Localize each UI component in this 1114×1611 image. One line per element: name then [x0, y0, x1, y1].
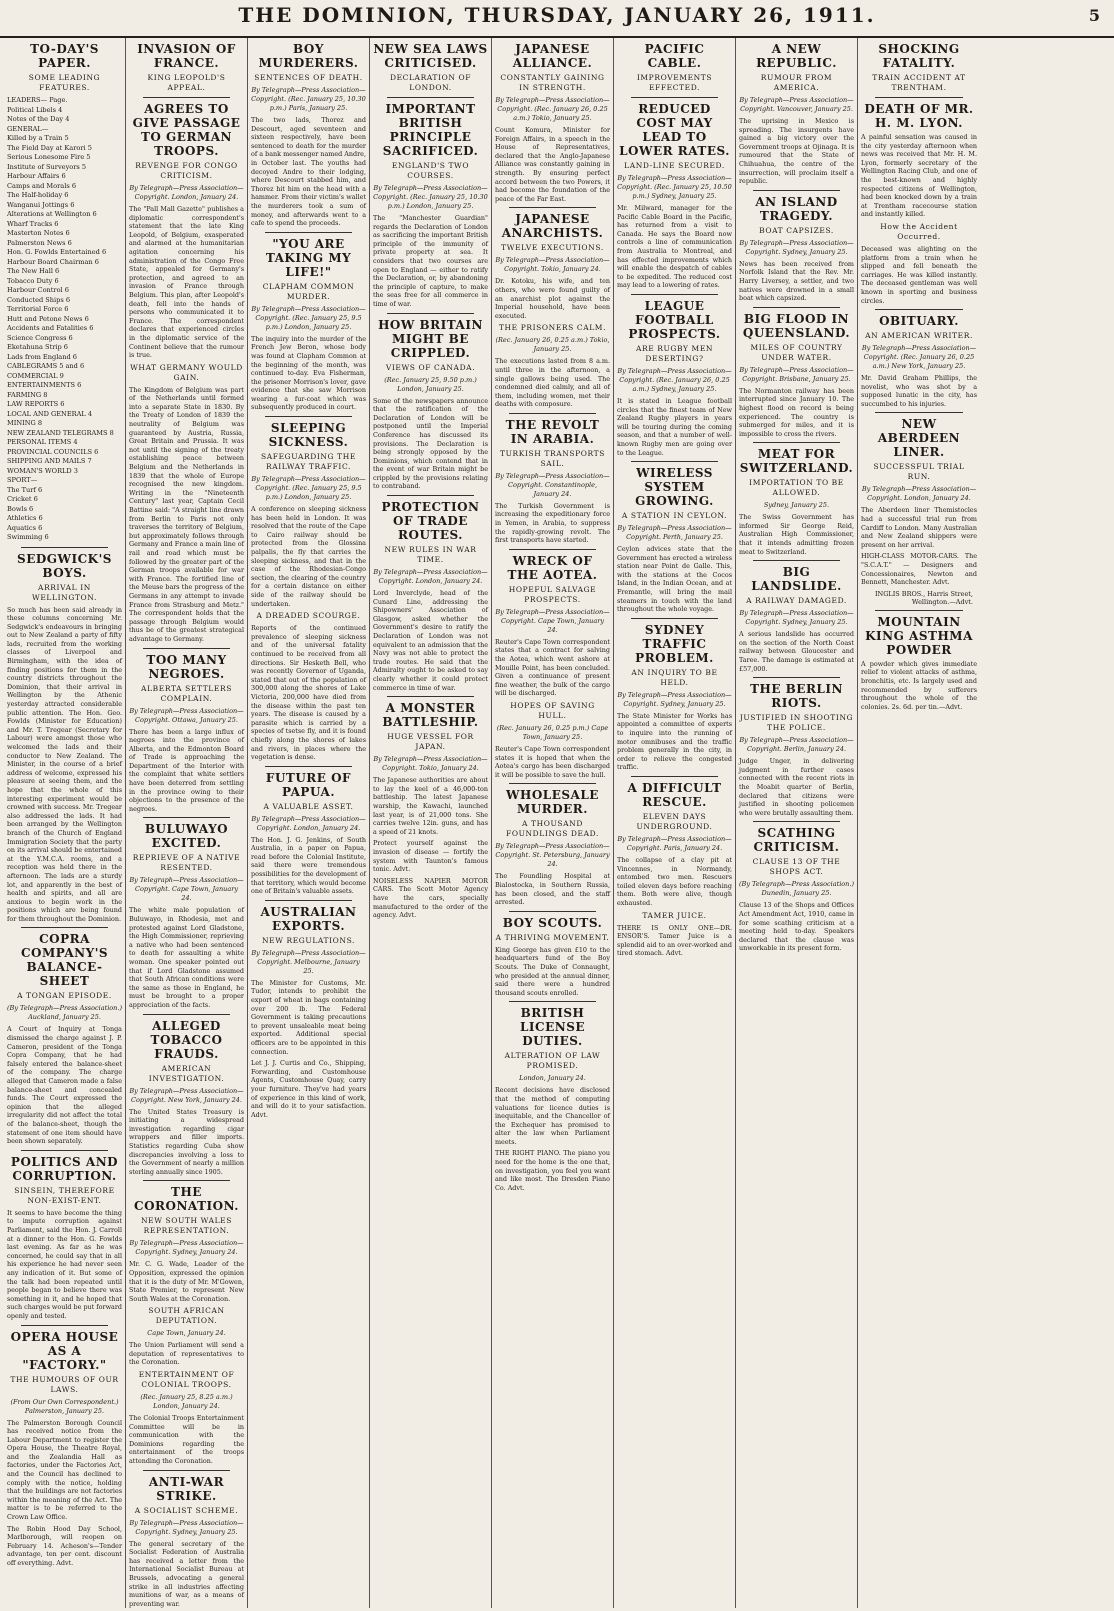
- contents-entry: The Half-holiday 6: [7, 191, 69, 199]
- headline: SHOCKING FATALITY.: [878, 42, 960, 70]
- contents-entry: Lads from England 6: [7, 352, 78, 361]
- dateline: By Telegraph—Press Association—Copyright. New York, January 24.: [129, 1086, 244, 1104]
- article-body: King George has given £10 to the headquarters fund of the Boy Scouts. The Duke of Connaught, who presided at the annual dinner, said there were a hundred thousand scouts enrolled.: [495, 945, 610, 997]
- subheadline: TAMER JUICE.: [642, 910, 707, 920]
- dateline: Cape Town, January 24.: [147, 1329, 226, 1338]
- article-body: Deceased was alighting on the platform from a train when he slipped and fell beneath the carriages. He was killed instantly. The deceased gentleman was well known in sporting and business circles.: [861, 244, 977, 305]
- dateline: By Telegraph—Press Association—Copyright. (Rec. January 26, 0.25 a.m.) Tokio, January 25.: [495, 96, 610, 122]
- subheadline: REVENGE FOR CONGO CRITICISM.: [135, 161, 238, 180]
- article-body: The Turkish Government is increasing the expeditionary force in Yemen, in Arabia, to suppress the rapidly-growing revolt. The first transports have started.: [495, 501, 610, 545]
- dateline: Sydney, January 25.: [763, 501, 830, 510]
- article-body: Reports of the continued prevalence of sleeping sickness and of the universal fatality continued to be received from all directions. Sir Hesketh Bell, who was recently Governor of Uganda, stated that out of the population of 300,000 along the shores of Lake Victoria, 200,000 have died from the disease within the past ten years. The disease is caused by a parasite which is carried by a species of tsetse fly, and it is found chiefly along the shores of lakes and rivers, in places where the vegetation is dense.: [251, 624, 366, 762]
- dateline: (Rec. January 25, 9.50 p.m.) London, January 25.: [384, 375, 477, 393]
- subheadline: CONSTANTLY GAINING IN STRENGTH.: [500, 73, 605, 92]
- contents-entry: Harbour Board Chairman 6: [7, 257, 99, 266]
- column-rule: [143, 1014, 230, 1015]
- headline: INVASION OF FRANCE.: [137, 42, 236, 70]
- subheadline: A SOCIALIST SCHEME.: [134, 1505, 239, 1515]
- article-body: A conference on sleeping sickness has been held in London. It was resolved that the route of the Cape to Cairo railway should be protected from the Glossina palpalis, the fly that carries the sleeping sickness, and that in the case of the Rhodesian-Congo section, the clearing of the country for a certain distance on either side of the railway should be undertaken.: [251, 505, 366, 608]
- article-body: It is stated in League football circles that the finest team of New Zealand Rugby players in years will be touring during the coming season, and that a number of well-known Rugby men are going over to the League.: [617, 396, 732, 457]
- column-rule: [631, 618, 718, 619]
- contents-entry: Hon. G. Fowlds Entertained 6: [7, 248, 107, 256]
- newspaper-title: THE DOMINION, THURSDAY, JANUARY 26, 1911.: [238, 3, 876, 27]
- article-body: The executions lasted from 8 a.m. until three in the afternoon, a single gallows being used. The condemned died calmly, and all of them, including women, met their deaths with composure.: [495, 357, 610, 409]
- article-body: Reuter's Cape Town correspondent states it is hoped that when the Aotea's cargo has been discharged it will be possible to save the hull.: [495, 745, 610, 779]
- column-1: [4, 38, 126, 1608]
- headline: BOY SCOUTS.: [502, 915, 603, 930]
- column-rule: [265, 232, 352, 233]
- headline: BULUWAYO EXCITED.: [144, 822, 229, 851]
- dateline: By Telegraph—Press Association—Copyright. Berlin, January 24.: [739, 736, 854, 754]
- subheadline: ELEVEN DAYS UNDERGROUND.: [636, 812, 713, 831]
- headline: PACIFIC CABLE.: [644, 42, 705, 70]
- article-body: The Japanese authorities are about to lay the keel of a 46,000-ton battleship. The latest Japanese warship, the Kawachi, launched last year, is of 21,000 tons. She carries twelve 12in. guns, and has a speed of 21 knots.: [373, 776, 488, 836]
- article-body: The Colonial Troops Entertainment Committee will be in communication with the Dominions regarding the entertainment of the troops attending the Coronation.: [129, 1414, 244, 1466]
- column-rule: [509, 783, 596, 784]
- subheadline: A TONGAN EPISODE.: [17, 991, 112, 1001]
- dateline: By Telegraph—Press Association—Copyright. (Rec. January 26, 0.25 a.m.) Sydney, January 25.: [617, 366, 732, 393]
- subheadline: SINSEIN, THEREFORE NON-EXIST-ENT.: [14, 1185, 115, 1205]
- article-body: There has been a large influx of negroes into the province of Alberta, and the Edmonton Board of Trade is approaching the Department of the Interior with the complaint that white settlers have been deterred from settling in the province owing to their objections to the presence of the negroes.: [129, 727, 244, 813]
- article-body: A painful sensation was caused in the city yesterday afternoon when news was received that Mr. H. M. Lyon, formerly secretary of the Wellington Racing Club, and one of the best-known and highly respected citizens of Wellington, had been knocked down by a train at Trentham racecourse station and instantly killed.: [861, 133, 977, 219]
- headline: WRECK OF THE AOTEA.: [507, 553, 598, 582]
- headline: POLITICS AND CORRUPTION.: [10, 1154, 119, 1183]
- article-body: A Court of Inquiry at Tonga dismissed the charge against J. P. Cameron, president of the Tonga Copra Company, that he had falsely entered the balance-sheet of the company. The charge alleged that Cameron made a false balance-sheet and concealed funds. The Court expressed the opinion that the alleged irregularity did not affect the total of the balance-sheet, though the statement of one item should have been shown separately.: [7, 1025, 122, 1146]
- signature: INGLIS BROS., Harris Street, Wellington.—Advt.: [874, 589, 973, 606]
- headline: IMPORTANT BRITISH PRINCIPLE SACRIFICED.: [382, 102, 479, 158]
- dateline: By Telegraph—Press Association—Copyright. (Rec. January 25, 10.30 p.m.) London, January 25.: [373, 184, 488, 210]
- article-body: The Foundling Hospital at Bialostocka, in Southern Russia, has been closed, and the staff arrested.: [495, 872, 610, 907]
- contents-entry: COMMERCIAL 9: [7, 371, 64, 380]
- contents-entry: Masterton Notes 6: [7, 229, 70, 237]
- headline: THE REVOLT IN ARABIA.: [505, 417, 600, 446]
- subheadline: ENTERTAINMENT OF COLONIAL TROOPS.: [138, 1370, 235, 1390]
- subheadline: CLAUSE 13 OF THE SHOPS ACT.: [752, 857, 841, 877]
- article-body: Reuter's Cape Town correspondent states that a contract for salving the Aotea, which went ashore at Mouille Point, has been concluded. Given a continuance of present fine weather, the bulk of the cargo will be discharged.: [495, 637, 610, 698]
- subheadline: DECLARATION OF LONDON.: [389, 73, 472, 92]
- subheadline: IMPROVEMENTS EFFECTED.: [636, 73, 713, 92]
- contents-entry: Conducted Ships 6: [7, 295, 71, 304]
- contents-list: [7, 96, 122, 543]
- headline: COPRA COMPANY'S BALANCE-SHEET: [20, 932, 109, 989]
- column-rule: [753, 821, 840, 822]
- dateline: By Telegraph—Press Association—Copyright. Brisbane, January 25.: [739, 365, 854, 383]
- contents-entry: Aquatics 6: [7, 523, 43, 532]
- subheadline: SENTENCES OF DEATH.: [254, 73, 363, 82]
- subheadline: A VALUABLE ASSET.: [263, 801, 354, 811]
- masthead: [0, 0, 1114, 38]
- subheadline: THE HUMOURS OF OUR LAWS.: [10, 1374, 119, 1394]
- headline: AUSTRALIAN EXPORTS.: [260, 904, 357, 933]
- subheadline: TWELVE EXECUTIONS.: [501, 243, 604, 253]
- dateline: By Telegraph—Press Association—Copyright. Sydney, January 25.: [739, 609, 854, 627]
- column-rule: [631, 97, 718, 98]
- contents-entry: CABLEGRAMS 5 and 6: [7, 362, 85, 370]
- article-body: Ceylon advices state that the Government has erected a wireless station near Point de Galle. This, with the stations at the Cocos Island, in the Indian Ocean, and at Fremantle, will bring the mail steamers in touch with the land throughout the whole voyage.: [617, 545, 732, 614]
- headline: OPERA HOUSE AS A "FACTORY.": [10, 1329, 119, 1372]
- article-body: The Robin Hood Day School, Marlborough, will reopen on February 14. Acheson's—Tender advantage, ten per cent. discount off everything. Advt.: [7, 1524, 122, 1567]
- dateline: By Telegraph—Press Association—Copyright. London, January 24.: [129, 184, 244, 201]
- headline: BIG FLOOD IN QUEENSLAND.: [742, 311, 851, 340]
- contents-entry: Athletics 6: [7, 514, 43, 522]
- subheadline: A STATION IN CEYLON.: [621, 511, 728, 521]
- subheadline: How the Accident Occurred.: [880, 221, 958, 241]
- subheadline: NEW SOUTH WALES REPRESENTATION.: [140, 1216, 232, 1236]
- column-rule: [143, 817, 230, 818]
- contents-entry: The Field Day at Karori 5: [7, 143, 92, 152]
- subheadline: IMPORTATION TO BE ALLOWED.: [749, 478, 844, 498]
- contents-entry: WOMAN'S WORLD 3: [7, 466, 78, 475]
- headline: ANTI-WAR STRIKE.: [148, 1474, 225, 1503]
- dateline: By Telegraph—Press Association—Copyright. St. Petersburg, January 24.: [495, 842, 610, 869]
- subheadline: VIEWS OF CANADA.: [385, 362, 476, 372]
- subheadline: HOPES OF SAVING HULL.: [510, 701, 595, 720]
- dateline: By Telegraph—Press Association—Copyright. Tokio, January 24.: [373, 755, 488, 773]
- contents-entry: Wanganui Jottings 6: [7, 200, 75, 209]
- headline: A DIFFICULT RESCUE.: [627, 781, 722, 809]
- column-rule: [753, 307, 840, 308]
- headline: SYDNEY TRAFFIC PROBLEM.: [635, 622, 714, 665]
- column-rule: [387, 495, 474, 496]
- column-rule: [143, 1470, 230, 1471]
- subheadline: HUGE VESSEL FOR JAPAN.: [387, 732, 474, 752]
- contents-entry: LEADERS— Page.: [7, 96, 68, 104]
- article-body: The United States Treasury is initiating a widespread investigation regarding cigar wrappers and filler imports. Statistics regarding Cuba show discrepancies involving a loss to the Government of nearly a million sterling annually since 1905.: [129, 1107, 244, 1176]
- article-body: Lord Inverclyde, head of the Cunard Line, addressing the Shipowners' Association of Glasgow, asked whether the Government's desire to ratify the Declaration of London was not equivalent to an admission that the Navy was not able to protect the trade routes. He said that the Admiralty ought to be asked to say clearly whether it could protect commerce in time of war.: [373, 589, 488, 692]
- headline: OBITUARY.: [879, 314, 959, 329]
- headline: FUTURE OF PAPUA.: [265, 770, 352, 799]
- contents-entry: Bowls 6: [7, 504, 34, 513]
- headline: NEW ABERDEEN LINER.: [877, 417, 961, 460]
- contents-entry: Cricket 6: [7, 495, 38, 503]
- contents-entry: The Turf 6: [7, 485, 43, 494]
- dateline: By Telegraph—Press Association—Copyright. Sydney, January 25.: [129, 1518, 244, 1536]
- subheadline: NEW REGULATIONS.: [261, 935, 356, 945]
- column-rule: [753, 560, 840, 561]
- dateline: (By Telegraph—Press Association.) Auckland, January 25.: [7, 1004, 122, 1022]
- dateline: By Telegraph—Press Association—Copyright. Vancouver, January 25.: [739, 96, 854, 113]
- article-body: Judge Unger, in delivering judgment in further cases connected with the recent riots in the Moabit quarter of Berlin, declared that citizens were justified in shooting policemen who were brutally assaulting them.: [739, 757, 854, 817]
- dateline: By Telegraph—Press Association—Copyright. Sydney, January 25.: [739, 238, 854, 256]
- contents-entry: FARMING 8: [7, 390, 48, 399]
- subheadline: LAND-LINE SECURED.: [624, 161, 725, 170]
- headline: JAPANESE ALLIANCE.: [512, 42, 593, 70]
- contents-entry: ENTERTAINMENTS 6: [7, 381, 82, 389]
- article-body: So much has been said already in these columns concerning Mr. Sedgwick's endeavours in bringing out to New Zealand a party of fifty lads, recruited from the working classes of Liverpool and Birmingham, with the idea of finding positions for them in the country districts throughout the Dominion, that their arrival in Wellington by the Athenic yesterday attracted considerable public attention. The Hon. Geo. Fowlds (Minister for Education) and Mr. T. Tregear (Secretary for Labour) were amongst those who welcomed the lads and their conductor to New Zealand. The Minister, in the course of a brief address of welcome, expressed his pleasure at seeing them, and the hope that the whole of this interesting experiment would be crowned with success. Mr. Tregear also addressed the lads. It had been arranged by the Wellington branch of the Church of England Immigration Society that the party on its arrival should be entertained at the Y.M.C.A. rooms, and a reception was held there in the afternoon. The lads are a sturdy lot, and apparently in the best of health and spirits, and all are anxious to begin work in the positions which are being found for them throughout the Dominion.: [7, 605, 122, 923]
- contents-entry: Notes of the Day 4: [7, 115, 70, 123]
- dateline: By Telegraph—Press Association—Copyright. (Rec. January 25, 10.30 p.m.) Paris, January 25.: [251, 86, 366, 112]
- contents-entry: GENERAL—: [7, 124, 49, 133]
- subheadline: A THRIVING MOVEMENT.: [495, 932, 610, 942]
- column-rule: [875, 412, 963, 413]
- contents-entry: PROVINCIAL COUNCILS 6: [7, 447, 99, 456]
- contents-entry: MINING 8: [7, 419, 43, 427]
- subheadline: REPRIEVE OF A NATIVE RESENTED.: [132, 853, 241, 873]
- subheadline: ALBERTA SETTLERS COMPLAIN.: [141, 683, 232, 703]
- contents-entry: Institute of Surveyors 5: [7, 162, 87, 171]
- contents-entry: Political Libels 4: [7, 105, 63, 114]
- headline: TOO MANY NEGROES.: [146, 652, 227, 681]
- subheadline: NEW RULES IN WAR TIME.: [384, 545, 477, 565]
- column-rule: [509, 413, 596, 414]
- headline: BRITISH LICENSE DUTIES.: [519, 1006, 586, 1049]
- dateline: By Telegraph—Press Association—Copyright. (Rec. January 25, 9.5 p.m.) London, January 25.: [251, 304, 366, 331]
- column-8: [858, 38, 980, 1608]
- subheadline: ENGLAND'S TWO COURSES.: [391, 161, 470, 180]
- contents-entry: Palmerston News 6: [7, 238, 72, 247]
- headline: AN ISLAND TRAGEDY.: [755, 194, 838, 223]
- contents-entry: Camps and Morals 6: [7, 181, 77, 190]
- contents-entry: Tobacco Duty 6: [7, 276, 59, 285]
- contents-entry: Harbour Affairs 6: [7, 172, 66, 180]
- subheadline: CLAPHAM COMMON MURDER.: [262, 281, 355, 301]
- contents-entry: The New Hall 6: [7, 267, 60, 275]
- article-body: The white male population of Buluwayo, in Rhodesia, met and protested against Lord Gladstone, the High Commissioner, reprieving a native who had been sentenced to death for assaulting a white woman. One speaker pointed out that if Lord Gladstone assumed that South African conditions were the same as those in England, he must be brought to a proper appreciation of the facts.: [129, 906, 244, 1009]
- article-body: Let J. J. Curtis and Co., Shipping, Forwarding, and Customhouse Agents, Customhouse Quay, carry your furniture. They've had years of experience in this kind of work, and will do it to your satisfaction. Advt.: [251, 1059, 366, 1119]
- article-body: Count Komura, Minister for Foreign Affairs, in a speech in the House of Representatives, declared that the Anglo-Japanese Alliance was constantly gaining in strength. By ensuring perfect accord between the two Powers, it had become the foundation of the peace of the Far East.: [495, 126, 610, 203]
- dateline: By Telegraph—Press Association—Copyright. (Rec. January 25, 9.5 p.m.) London, January 25.: [251, 475, 366, 502]
- dateline: (Rec. January 26, 0.25 a.m.) Tokio, January 25.: [495, 336, 610, 354]
- page-number: 5: [1088, 6, 1100, 25]
- column-rule: [631, 776, 718, 777]
- article-body: The Union Parliament will send a deputation of representatives to the Coronation.: [129, 1341, 244, 1367]
- column-rule: [21, 1325, 108, 1326]
- contents-entry: Wharf Tracks 6: [7, 219, 59, 228]
- column-rule: [21, 547, 108, 548]
- column-rule: [265, 416, 352, 417]
- column-rule: [387, 696, 474, 697]
- subheadline: AN AMERICAN WRITER.: [865, 331, 973, 341]
- contents-entry: SPORT—: [7, 476, 38, 484]
- article-body: Some of the newspapers announce that the ratification of the Declaration of London will be postponed until the Imperial Conference has discussed its provisions. The Declaration is being strongly opposed by the Dominions, which contend that in the event of war Britain might be crippled by the provisions relating to contraband.: [373, 396, 488, 491]
- article-body: THE RIGHT PIANO. The piano you need for the home is the one that, on investigation, you feel you want and like most. The Dresden Piano Co. Advt.: [495, 1149, 610, 1192]
- article-body: The Aberdeen liner Themistocles had a successful trial run from Cardiff to London. Many Australian and New Zealand shippers were present on her arrival.: [861, 506, 977, 549]
- contents-entry: Hutt and Petone News 6: [7, 314, 89, 323]
- contents-entry: Accidents and Fatalities 6: [7, 324, 94, 332]
- dateline: By Telegraph—Press Association—Copyright. London, January 24.: [861, 485, 977, 503]
- column-rule: [143, 97, 230, 98]
- dateline: By Telegraph—Press Association—Copyright. Tokio, January 24.: [495, 256, 610, 274]
- headline: TO-DAY'S PAPER.: [30, 42, 99, 70]
- headline: PROTECTION OF TRADE ROUTES.: [381, 500, 480, 543]
- article-body: Protect yourself against the invasion of disease — fortify the system with Taunton's famous tonic. Advt.: [373, 839, 488, 874]
- headline: DEATH OF MR. H. M. LYON.: [864, 102, 974, 130]
- column-3: [248, 38, 370, 1608]
- subheadline: ARRIVAL IN WELLINGTON.: [32, 582, 97, 602]
- contents-entry: LOCAL AND GENERAL 4: [7, 409, 93, 418]
- contents-entry: Serious Lonesome Fire 5: [7, 153, 91, 161]
- dateline: By Telegraph—Press Association—Copyright. (Rec. January 25, 10.50 p.m.) Sydney, January 25.: [617, 174, 732, 200]
- headline: ALLEGED TOBACCO FRAUDS.: [150, 1018, 223, 1061]
- subheadline: MILES OF COUNTRY UNDER WATER.: [750, 342, 843, 362]
- column-rule: [387, 97, 474, 98]
- headline: BIG LANDSLIDE.: [751, 565, 842, 594]
- headline: SEDGWICK'S BOYS.: [17, 551, 112, 580]
- subheadline: WHAT GERMANY WOULD GAIN.: [130, 362, 243, 382]
- column-rule: [21, 1150, 108, 1151]
- headline: SCATHING CRITICISM.: [753, 826, 840, 855]
- article-body: Mr. Milward, manager for the Pacific Cable Board in the Pacific, has returned from a visit to Canada. He says the Board now controls a line of communication from Australia to Montreal, and has effected improvements which will enable the despatch of cables to be expedited. The reduced cost may lead to a lowering of rates.: [617, 204, 732, 290]
- headline: HOW BRITAIN MIGHT BE CRIPPLED.: [378, 317, 483, 360]
- column-rule: [631, 461, 718, 462]
- column-rule: [753, 190, 840, 191]
- contents-entry: Territorial Force 6: [7, 305, 69, 313]
- headline: WHOLESALE MURDER.: [506, 788, 599, 817]
- column-rule: [509, 911, 596, 912]
- subheadline: AMERICAN INVESTIGATION.: [148, 1063, 225, 1083]
- contents-entry: Eketahuna Strip 6: [7, 343, 68, 351]
- contents-entry: Science Congress 6: [7, 333, 73, 342]
- dateline: By Telegraph—Press Association—Copyright. Cape Town, January 24.: [129, 876, 244, 903]
- article-body: The "Pall Mall Gazette" publishes a diplomatic correspondent's statement that the late King Leopold, of Belgium, exasperated and alarmed at the humanitarian agitation concerning his administration of the Congo Free State, appealed for Germany's protection, and agreed to an invasion of France through Belgium. This plan, after Leopold's death, fell into the hands of persons who communicated it to France. The correspondent declares that experienced circles in the diplomatic service of the Continent believe that the rumour is true.: [129, 205, 244, 360]
- column-rule: [143, 1180, 230, 1181]
- dateline: (Rec. January 25, 8.25 a.m.) London, January 24.: [140, 1393, 233, 1411]
- article-body: The Kingdom of Belgium was part of the Netherlands until formed into a separate State in 1830. By the Treaty of London of 1839 the neutrality of Belgium was guaranteed by Austria, Russia, Great Britain and Prussia. It was not until the signing of the treaty establishing peace between Belgium and the Netherlands in 1839 that the whole of Europe recognised the new kingdom. Writing in the "Nineteenth Century" last year, Captain Cecil Battine said: "A straight line drawn from Berlin to Paris not only traverses the territory of Belgium, but approximately follows through Germany and France a main line of rail and road which must be followed by the greater part of the German troops available for war with France. The fortified line of the Meuse bars the progress of the Germans in any attempt to invade France from Strasburg and Metz." The correspondent holds that the passage through Belgium would thus be of the greatest strategical advantage to Germany.: [129, 385, 244, 643]
- contents-entry: Swimming 6: [7, 533, 49, 541]
- headline: JAPANESE ANARCHISTS.: [501, 212, 604, 241]
- headline: THE BERLIN RIOTS.: [750, 682, 843, 711]
- dateline: By Telegraph—Press Association—Copyright. Constantinople, January 24.: [495, 471, 610, 498]
- column-2: [126, 38, 248, 1608]
- subheadline: SOUTH AFRICAN DEPUTATION.: [148, 1306, 225, 1326]
- subheadline: JUSTIFIED IN SHOOTING THE POLICE.: [739, 713, 854, 733]
- dateline: (Rec. January 26, 0.25 p.m.) Cape Town, January 25.: [496, 724, 609, 741]
- subheadline: SUCCESSFUL TRIAL RUN.: [873, 462, 965, 482]
- article-body: Mr. C. G. Wade, Leader of the Opposition, expressed the opinion that it is the duty of Mr. M'Gowen, State Premier, to represent New South Wales at the Coronation.: [129, 1260, 244, 1303]
- column-rule: [509, 207, 596, 208]
- article-body: The uprising in Mexico is spreading. The insurgents have gained a big victory over the Government troops at Ojinaga. It is rumoured that the State of Chihuahua, the centre of the insurrection, will proclaim itself a republic.: [739, 117, 854, 186]
- article-body: THERE IS ONLY ONE—DR. ENSOR'S. Tamer Juice is a splendid aid to an over-worked and tired stomach. Advt.: [617, 923, 732, 958]
- headline: NEW SEA LAWS CRITICISED.: [373, 42, 488, 70]
- column-rule: [631, 294, 718, 295]
- column-rule: [265, 900, 352, 901]
- column-rule: [753, 442, 840, 443]
- article-body: The Swiss Government has informed Sir George Reid, Australian High Commissioner, that it intends admitting frozen meat to Switzerland.: [739, 513, 854, 556]
- dateline: By Telegraph—Press Association—Copyright. (Rec. January 26, 0.25 a.m.) New York, January 25.: [861, 344, 977, 371]
- article-body: The Hon. J. G. Jenkins, of South Australia, in a paper on Papua, read before the Colonial Institute, said there were tremendous possibilities for the development of that territory, which would become one of Britain's valuable assets.: [251, 835, 366, 896]
- subheadline: ALTERATION OF LAW PROMISED.: [504, 1051, 601, 1071]
- subheadline: A RAILWAY DAMAGED.: [746, 596, 847, 606]
- article-body: Dr. Kotoku, his wife, and ten others, who were found guilty of an anarchist plot against the Imperial household, have been executed.: [495, 277, 610, 320]
- subheadline: TURKISH TRANSPORTS SAIL.: [499, 448, 605, 468]
- dateline: London, January 24.: [519, 1074, 586, 1083]
- article-body: Recent decisions have disclosed that the method of computing valuations for licence duties is inequitable, and the Chancellor of the Exchequer has promised to alter the law when Parliament meets.: [495, 1086, 610, 1146]
- column-rule: [875, 309, 963, 310]
- dateline: By Telegraph—Press Association—Copyright. Paris, January 24.: [617, 835, 732, 852]
- dateline: By Telegraph—Press Association—Copyright. Sydney, January 24.: [129, 1239, 244, 1257]
- headline: A NEW REPUBLIC.: [756, 42, 837, 70]
- headline: WIRELESS SYSTEM GROWING.: [635, 466, 714, 509]
- dateline: By Telegraph—Press Association—Copyright. London, January 24.: [251, 814, 366, 832]
- article-body: HIGH-CLASS MOTOR-CARS. The "S.C.A.T." — Designers and Concessionaires, Newton and Bennett, Manchester. Advt.: [861, 552, 977, 587]
- article-body: The Minister for Customs, Mr. Tudor, intends to prohibit the export of wheat in bags containing over 200 lb. The Federal Government is taking precautions to prevent unsaleable meat being exported. Additional special officers are to be appointed in this connection.: [251, 978, 366, 1056]
- headline: REDUCED COST MAY LEAD TO LOWER RATES.: [619, 102, 730, 158]
- headline: AGREES TO GIVE PASSAGE TO GERMAN TROOPS.: [132, 102, 241, 158]
- dateline: (By Telegraph—Press Association.) Dunedin, January 25.: [739, 880, 854, 898]
- contents-entry: LAW REPORTS 6: [7, 400, 65, 408]
- contents-entry: Alterations at Wellington 6: [7, 210, 97, 218]
- column-rule: [509, 549, 596, 550]
- article-body: The collapse of a clay pit at Vincennes, in Normandy, entombed two men. Rescuers toiled eleven days before reaching them. Both were alive, though exhausted.: [617, 856, 732, 907]
- article-body: The "Manchester Guardian" regards the Declaration of London as sacrificing the important British principle of the immunity of private property at sea. It considers that two courses are open to England — either to ratify the Declaration, or, by abandoning the principle of capture, to make the seas free for all commerce in time of war.: [373, 214, 488, 308]
- contents-entry: PERSONAL ITEMS 4: [7, 438, 78, 446]
- article-body: The two lads, Thorez and Descourt, aged seventeen and sixteen respectively, have been sentenced to death for the murder of a bank messenger named Andre, in October last. The youths had decoyed Andre to their lodging, where Descourt stabbed him, and Thorez hit him on the head with a hammer. From their victim's wallet the murderers took a sum of money, and afterwards went to a cafe to spend the proceeds.: [251, 116, 366, 228]
- dateline: By Telegraph—Press Association—Copyright. Melbourne, January 25.: [251, 948, 366, 975]
- headline: LEAGUE FOOTBALL PROSPECTS.: [628, 298, 721, 341]
- headline: MEAT FOR SWITZERLAND.: [739, 447, 854, 476]
- column-rule: [753, 677, 840, 678]
- dateline: By Telegraph—Press Association—Copyright. Cape Town, January 24.: [495, 607, 610, 634]
- subheadline: SAFEGUARDING THE RAILWAY TRAFFIC.: [261, 452, 356, 472]
- subheadline: A THOUSAND FOUNDLINGS DEAD.: [506, 819, 599, 839]
- subheadline: BOAT CAPSIZES.: [759, 225, 834, 235]
- article-body: The State Minister for Works has appointed a committee of experts to inquire into the running of motor omnibuses and the traffic problem generally in the city, in order to relieve the congested traffic.: [617, 711, 732, 772]
- dateline: By Telegraph—Press Association—Copyright. Perth, January 25.: [617, 524, 732, 542]
- column-rule: [143, 648, 230, 649]
- column-rule: [509, 1001, 596, 1002]
- article-body: A powder which gives immediate relief to violent attacks of asthma, bronchitis, etc. Is largely used and recommended by sufferers throughout the whole of the colonies. 2s. 6d. per tin.—Advt.: [861, 659, 977, 711]
- subheadline: KING LEOPOLD'S APPEAL.: [147, 73, 226, 92]
- subheadline: HOPEFUL SALVAGE PROSPECTS.: [508, 584, 597, 604]
- article-body: Clause 13 of the Shops and Offices Act Amendment Act, 1910, came in for some scathing criticism at a meeting held to-day. Speakers declared that the clause was unworkable in its present form.: [739, 901, 854, 953]
- column-rule: [875, 97, 963, 98]
- subheadline: TRAIN ACCIDENT AT TRENTHAM.: [872, 73, 966, 92]
- column-rule: [21, 927, 108, 928]
- subheadline: AN INQUIRY TO BE HELD.: [631, 667, 718, 687]
- contents-entry: Killed by a Train 5: [7, 134, 69, 142]
- subheadline: A DREADED SCOURGE.: [256, 611, 361, 621]
- article-body: It seems to have become the thing to impute corruption against Parliament, said the Hon. J. Carroll at a dinner to the Hon. G. Fowlds last evening. As far as he was concerned, he could say that in all his experience he had never seen any indication of it. But some of the talk had been repeated until people began to believe there was something in it, and he hoped that such charges would be put forward openly and tested.: [7, 1208, 122, 1320]
- subheadline: THE PRISONERS CALM.: [498, 323, 607, 333]
- article-body: News has been received from Norfolk Island that the Rev. Mr. Harry Liversey, a settler, and two natives were drowned in a small boat which capsized.: [739, 259, 854, 303]
- headline: MOUNTAIN KING ASTHMA POWDER: [865, 614, 973, 657]
- contents-entry: NEW ZEALAND TELEGRAMS 8: [7, 428, 114, 437]
- article-body: NOISELESS NAPIER MOTOR CARS. The Scott Motor Agency have the cars, specially manufactured to the order of the agency. Advt.: [373, 876, 488, 920]
- headline: "YOU ARE TAKING MY LIFE!": [265, 236, 352, 279]
- column-6: [614, 38, 736, 1608]
- headline: SLEEPING SICKNESS.: [268, 421, 349, 450]
- article-body: The Palmerston Borough Council has received notice from the Labour Department to register the Opera House, the Theatre Royal, and the Zealandia Hall as factories, under the Factories Act, and the Council has declined to comply with the notice, holding that the buildings are not factories within the meaning of the Act. The matter is to be referred to the Crown Law Office.: [7, 1418, 122, 1522]
- dateline: (From Our Own Correspondent.) Palmerston, January 25.: [10, 1397, 119, 1415]
- headline: BOY MURDERERS.: [258, 42, 359, 70]
- column-rule: [387, 313, 474, 314]
- subheadline: RUMOUR FROM AMERICA.: [760, 73, 833, 92]
- subheadline: SOME LEADING FEATURES.: [28, 73, 101, 92]
- column-rule: [265, 766, 352, 767]
- column-5: [492, 38, 614, 1608]
- dateline: By Telegraph—Press Association—Copyright. Sydney, January 25.: [617, 690, 732, 708]
- news-columns: [4, 38, 1110, 1608]
- headline: THE CORONATION.: [134, 1185, 239, 1214]
- subheadline: ARE RUGBY MEN DESERTING?: [635, 343, 714, 363]
- contents-entry: SHIPPING AND MAILS 7: [7, 457, 92, 465]
- column-rule: [875, 610, 963, 611]
- dateline: By Telegraph—Press Association—Copyright. London, January 24.: [373, 568, 488, 586]
- article-body: A serious landslide has occurred on the section of the North Coast railway between Gloucester and Taree. The damage is estimated at £57,000.: [739, 630, 854, 673]
- article-body: The inquiry into the murder of the French Jew Beron, whose body was found at Clapham Common at the beginning of the month, was continued to-day. Eva Fisherman, the prisoner Morrison's lover, gave evidence that she saw Morrison wearing a fur-coat which was subsequently produced in court.: [251, 334, 366, 412]
- article-body: The general secretary of the Socialist Federation of Australia has received a letter from the International Socialist Bureau at Brussels, advocating a general strike in all industries affecting munitions of war, as a means of preventing war.: [129, 1539, 244, 1608]
- headline: A MONSTER BATTLESHIP.: [382, 701, 479, 730]
- article-body: Mr. David Graham Phillips, the novelist, who was shot by a supposed lunatic in the city, has succumbed to his injuries.: [861, 374, 977, 408]
- dateline: By Telegraph—Press Association—Copyright. Ottawa, January 25.: [129, 706, 244, 724]
- column-4: [370, 38, 492, 1608]
- article-body: The Normanton railway has been interrupted since January 10. The highest flood on record is being experienced. The country is submerged for miles, and it is impossible to cross the rivers.: [739, 386, 854, 438]
- column-7: [736, 38, 858, 1608]
- contents-entry: Harbour Control 6: [7, 286, 69, 294]
